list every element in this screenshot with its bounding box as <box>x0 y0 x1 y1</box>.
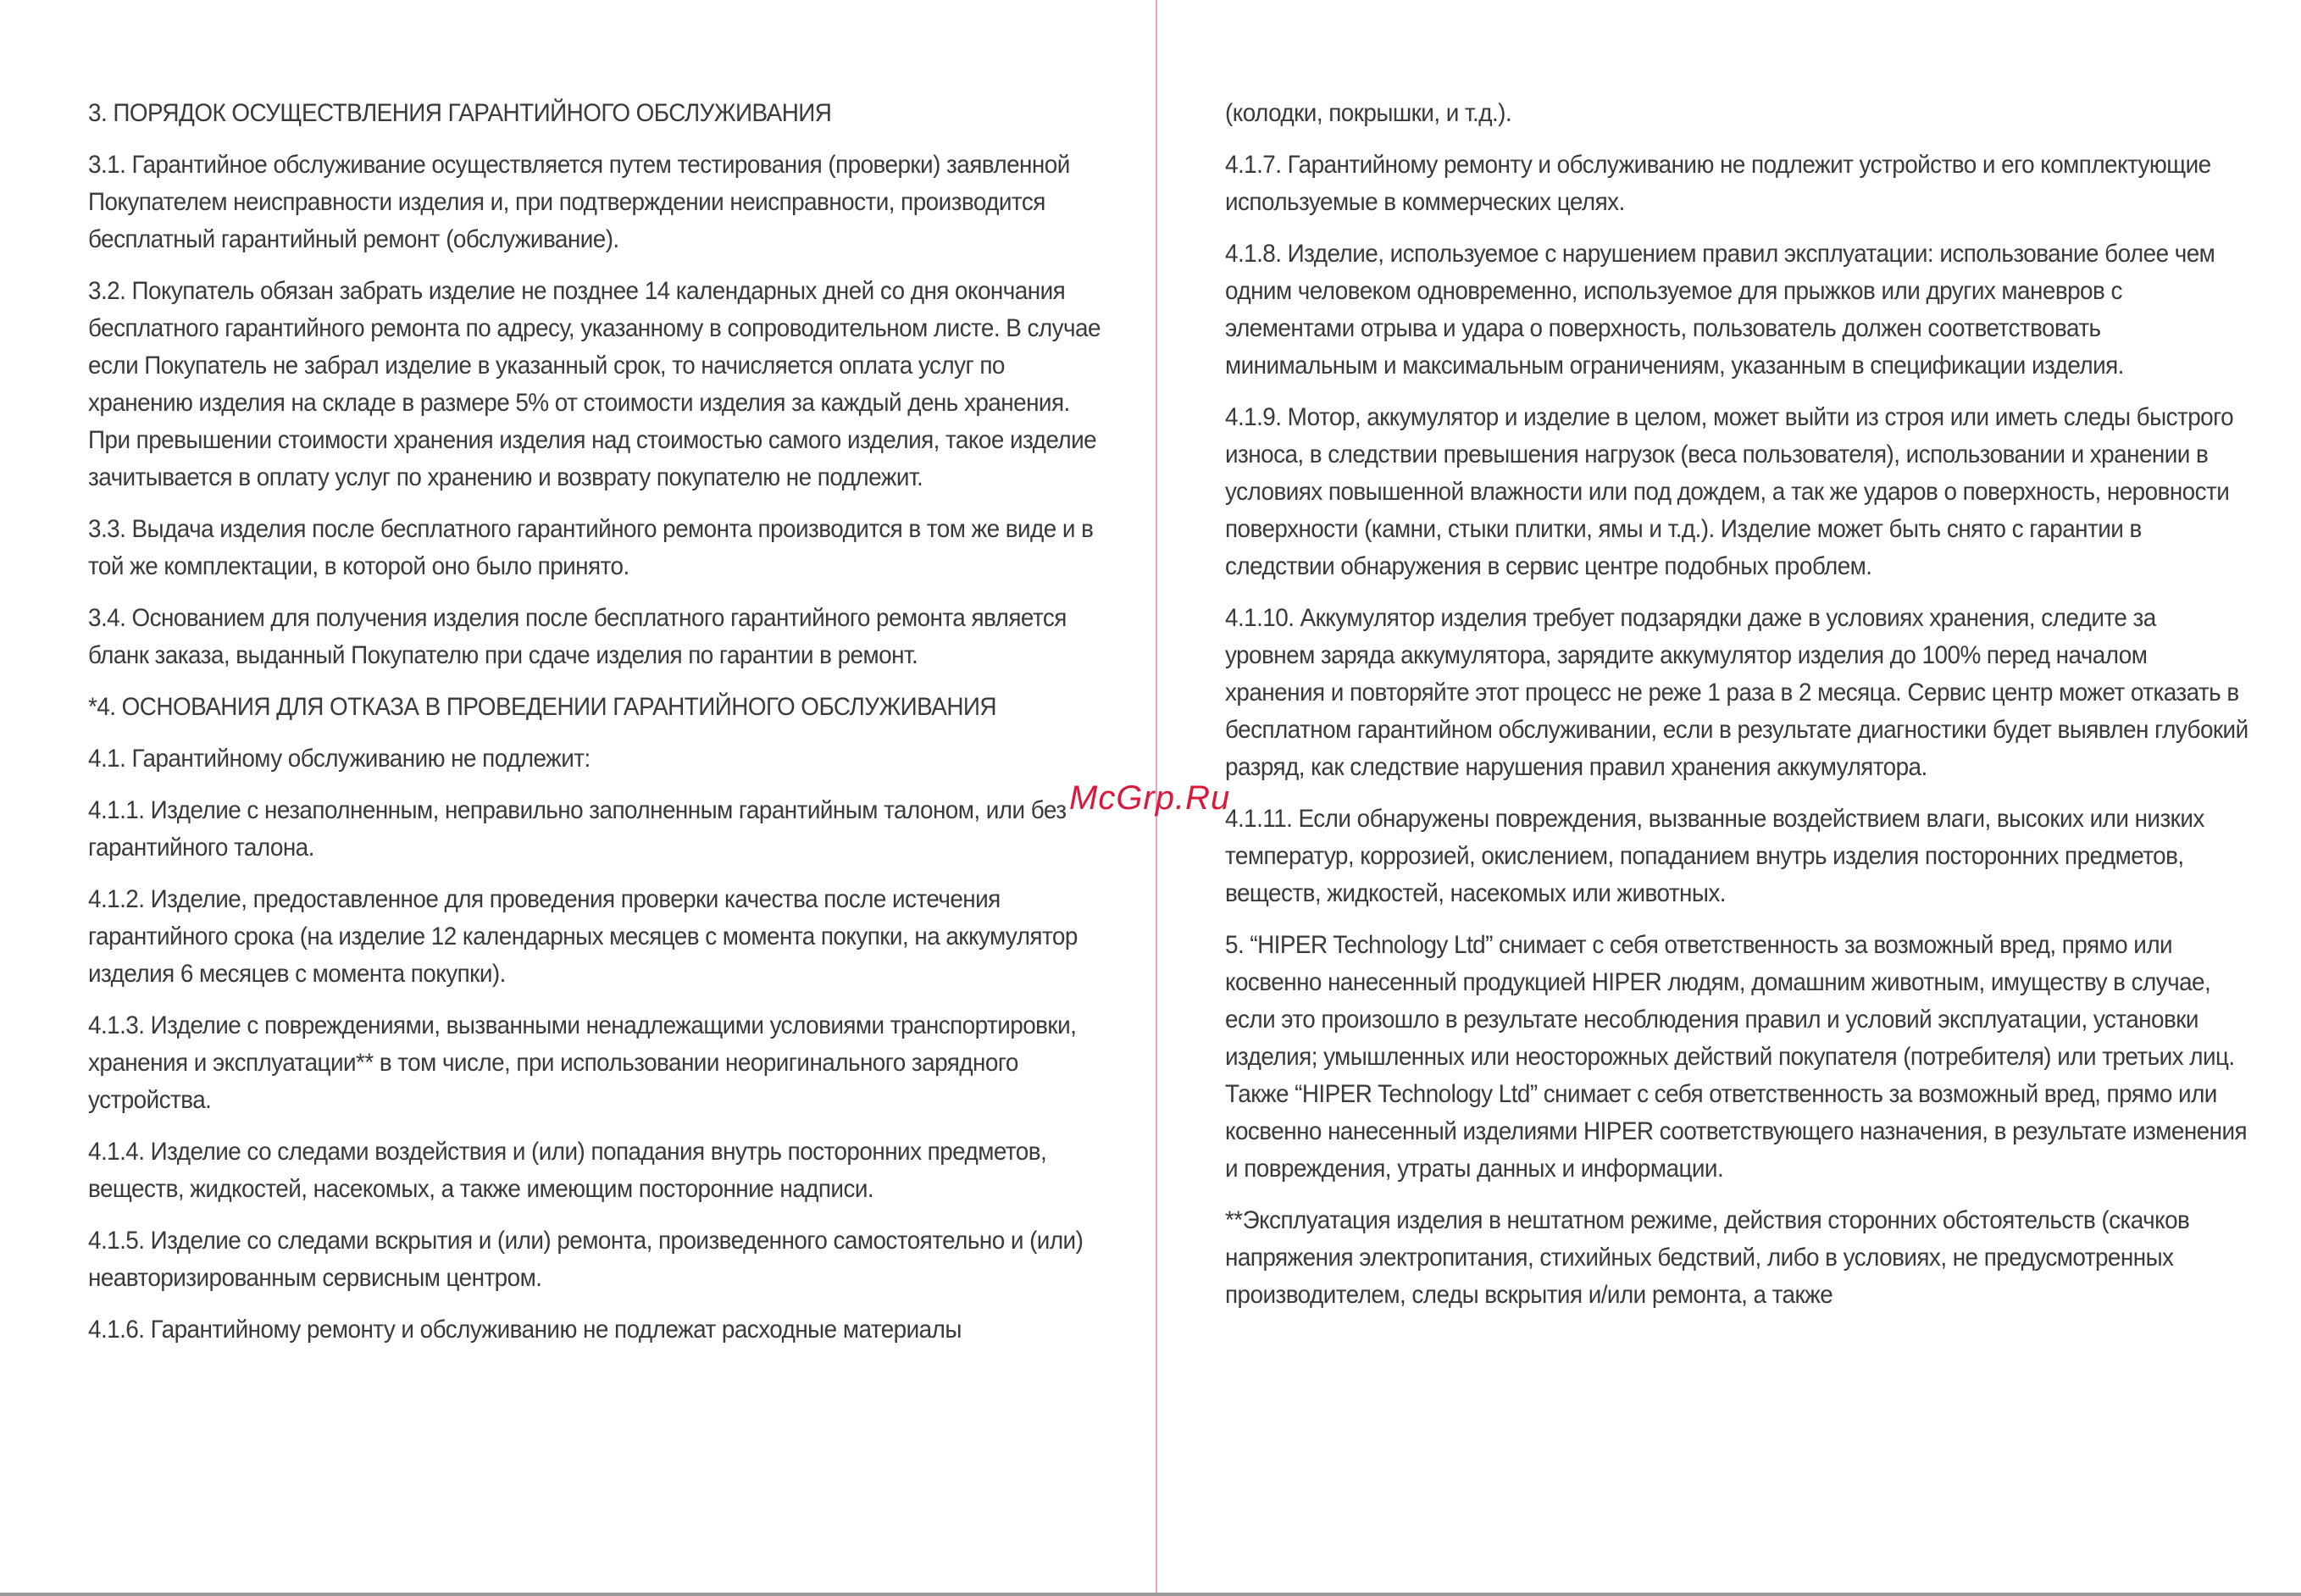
paragraph-4-1-11: 4.1.11. Если обнаружены повреждения, вызванные воздействием влаги, высоких или низких температур, коррозией, окислением, попаданием внутрь изделия посторонних предметов, веществ, жидкостей, насекомых или животных. <box>1225 805 2204 907</box>
watermark-logo: McGrp.Ru <box>1069 779 1231 817</box>
paragraph-4-1-6: 4.1.6. Гарантийному ремонту и обслуживанию не подлежат расходные материалы <box>88 1316 962 1344</box>
paragraph-4-1-2: 4.1.2. Изделие, предоставленное для проведения проверки качества после истечения гарантийного срока (на изделие 12 календарных месяцев с момента покупки, на аккумулятор изделия 6 месяцев с момента покупки). <box>88 885 1078 988</box>
left-page <box>88 95 1113 1363</box>
paragraph-3-1: 3.1. Гарантийное обслуживание осуществляется путем тестирования (проверки) заявленной Покупателем неисправности изделия и, при подтверждении неисправности, производится бесплатный гарантийный ремонт (обслуживание). <box>88 151 1070 253</box>
paragraph-4-1-10: 4.1.10. Аккумулятор изделия требует подзарядки даже в условиях хранения, следите за уровнем заряда аккумулятора, зарядите аккумулятор изделия до 100% перед началом хранения и повторяйте этот процесс не реже 1 раза в 2 месяца. Сервис центр может отказать в бесплатном гарантийном обслуживании, если в результате диагностики будет выявлен глубокий разряд, как следствие нарушения правил хранения аккумулятора. <box>1225 604 2248 781</box>
paragraph-4-1-9: 4.1.9. Мотор, аккумулятор и изделие в целом, может выйти из строя или иметь следы быстрого износа, в следствии превышения нагрузок (веса пользователя), использовании и хранении в условиях повышенной влажности или под дождем, а так же ударов о поверхность, неровности поверхности (камни, стыки плитки, ямы и т.д.). Изделие может быть снято с гарантии в следствии обнаружения в сервис центре подобных проблем. <box>1225 403 2234 580</box>
right-page <box>1225 95 2248 1328</box>
paragraph-4-1-6-cont: (колодки, покрышки, и т.д.). <box>1225 99 1512 127</box>
paragraph-4-1-5: 4.1.5. Изделие со следами вскрытия и (или) ремонта, произведенного самостоятельно и (или) неавторизированным сервисным центром. <box>88 1227 1084 1292</box>
paragraph-4-1: 4.1. Гарантийному обслуживанию не подлежит: <box>88 745 590 773</box>
paragraph-3-3: 3.3. Выдача изделия после бесплатного гарантийного ремонта производится в том же виде и в той же комплектации, в которой оно было принято. <box>88 515 1094 580</box>
paragraph-3-4: 3.4. Основанием для получения изделия после бесплатного гарантийного ремонта является бланк заказа, выданный Покупателю при сдаче изделия по гарантии в ремонт. <box>88 604 1067 669</box>
paragraph-3-2: 3.2. Покупатель обязан забрать изделие не позднее 14 календарных дней со дня окончания бесплатного гарантийного ремонта по адресу, указанному в сопроводительном листе. В случае если Покупатель не забрал изделие в указанный срок, то начисляется оплата услуг по хранению изделия на складе в размере 5% от стоимости изделия за каждый день хранения. При превышении стоимости хранения изделия над стоимостью самого изделия, такое изделие зачитывается в оплату услуг по хранению и возврату покупателю не подлежит. <box>88 277 1101 491</box>
paragraph-4-1-8: 4.1.8. Изделие, используемое с нарушением правил эксплуатации: использование более чем одним человеком одновременно, используемое для прыжков или других маневров с элементами отрыва и удара о поверхность, пользователь должен соответствовать минимальным и максимальным ограничениям, указанным в спецификации изделия. <box>1225 240 2215 380</box>
paragraph-4-1-3: 4.1.3. Изделие с повреждениями, вызванными ненадлежащими условиями транспортировки, хранения и эксплуатации** в том числе, при использовании неоригинального зарядного устройства. <box>88 1011 1077 1114</box>
section-4-heading: *4. ОСНОВАНИЯ ДЛЯ ОТКАЗА В ПРОВЕДЕНИИ ГАРАНТИЙНОГО ОБСЛУЖИВАНИЯ <box>88 693 997 721</box>
footnote-paragraph: **Эксплуатация изделия в нештатном режиме, действия сторонних обстоятельств (скачков напряжения электропитания, стихийных бедствий, либо в условиях, не предусмотренных производителем, следы вскрытия и/или ремонта, а также <box>1225 1206 2190 1309</box>
paragraph-4-1-1: 4.1.1. Изделие с незаполненным, неправильно заполненным гарантийным талоном, или без гарантийного талона. <box>88 796 1067 862</box>
paragraph-4-1-7: 4.1.7. Гарантийному ремонту и обслуживанию не подлежит устройство и его комплектующие используемые в коммерческих целях. <box>1225 151 2211 216</box>
section-3-heading: 3. ПОРЯДОК ОСУЩЕСТВЛЕНИЯ ГАРАНТИЙНОГО ОБСЛУЖИВАНИЯ <box>88 99 832 127</box>
paragraph-4-1-4: 4.1.4. Изделие со следами воздействия и (или) попадания внутрь посторонних предметов, веществ, жидкостей, насекомых, а также имеющим посторонние надписи. <box>88 1138 1047 1203</box>
bottom-rule <box>0 1593 2301 1596</box>
paragraph-5: 5. “HIPER Technology Ltd” снимает с себя ответственность за возможный вред, прямо или косвенно нанесенный продукцией HIPER людям, домашним животным, имуществу в случае, если это произошло в результате несоблюдения правил и условий эксплуатации, установки изделия; умышленных или неосторожных действий покупателя (потребителя) или третьих лиц. Также “HIPER Technology Ltd” снимает с себя ответственность за возможный вред, прямо или косвенно нанесенный изделиями HIPER соответствующего назначения, в результате изменения и повреждения, утраты данных и информации. <box>1225 931 2248 1183</box>
